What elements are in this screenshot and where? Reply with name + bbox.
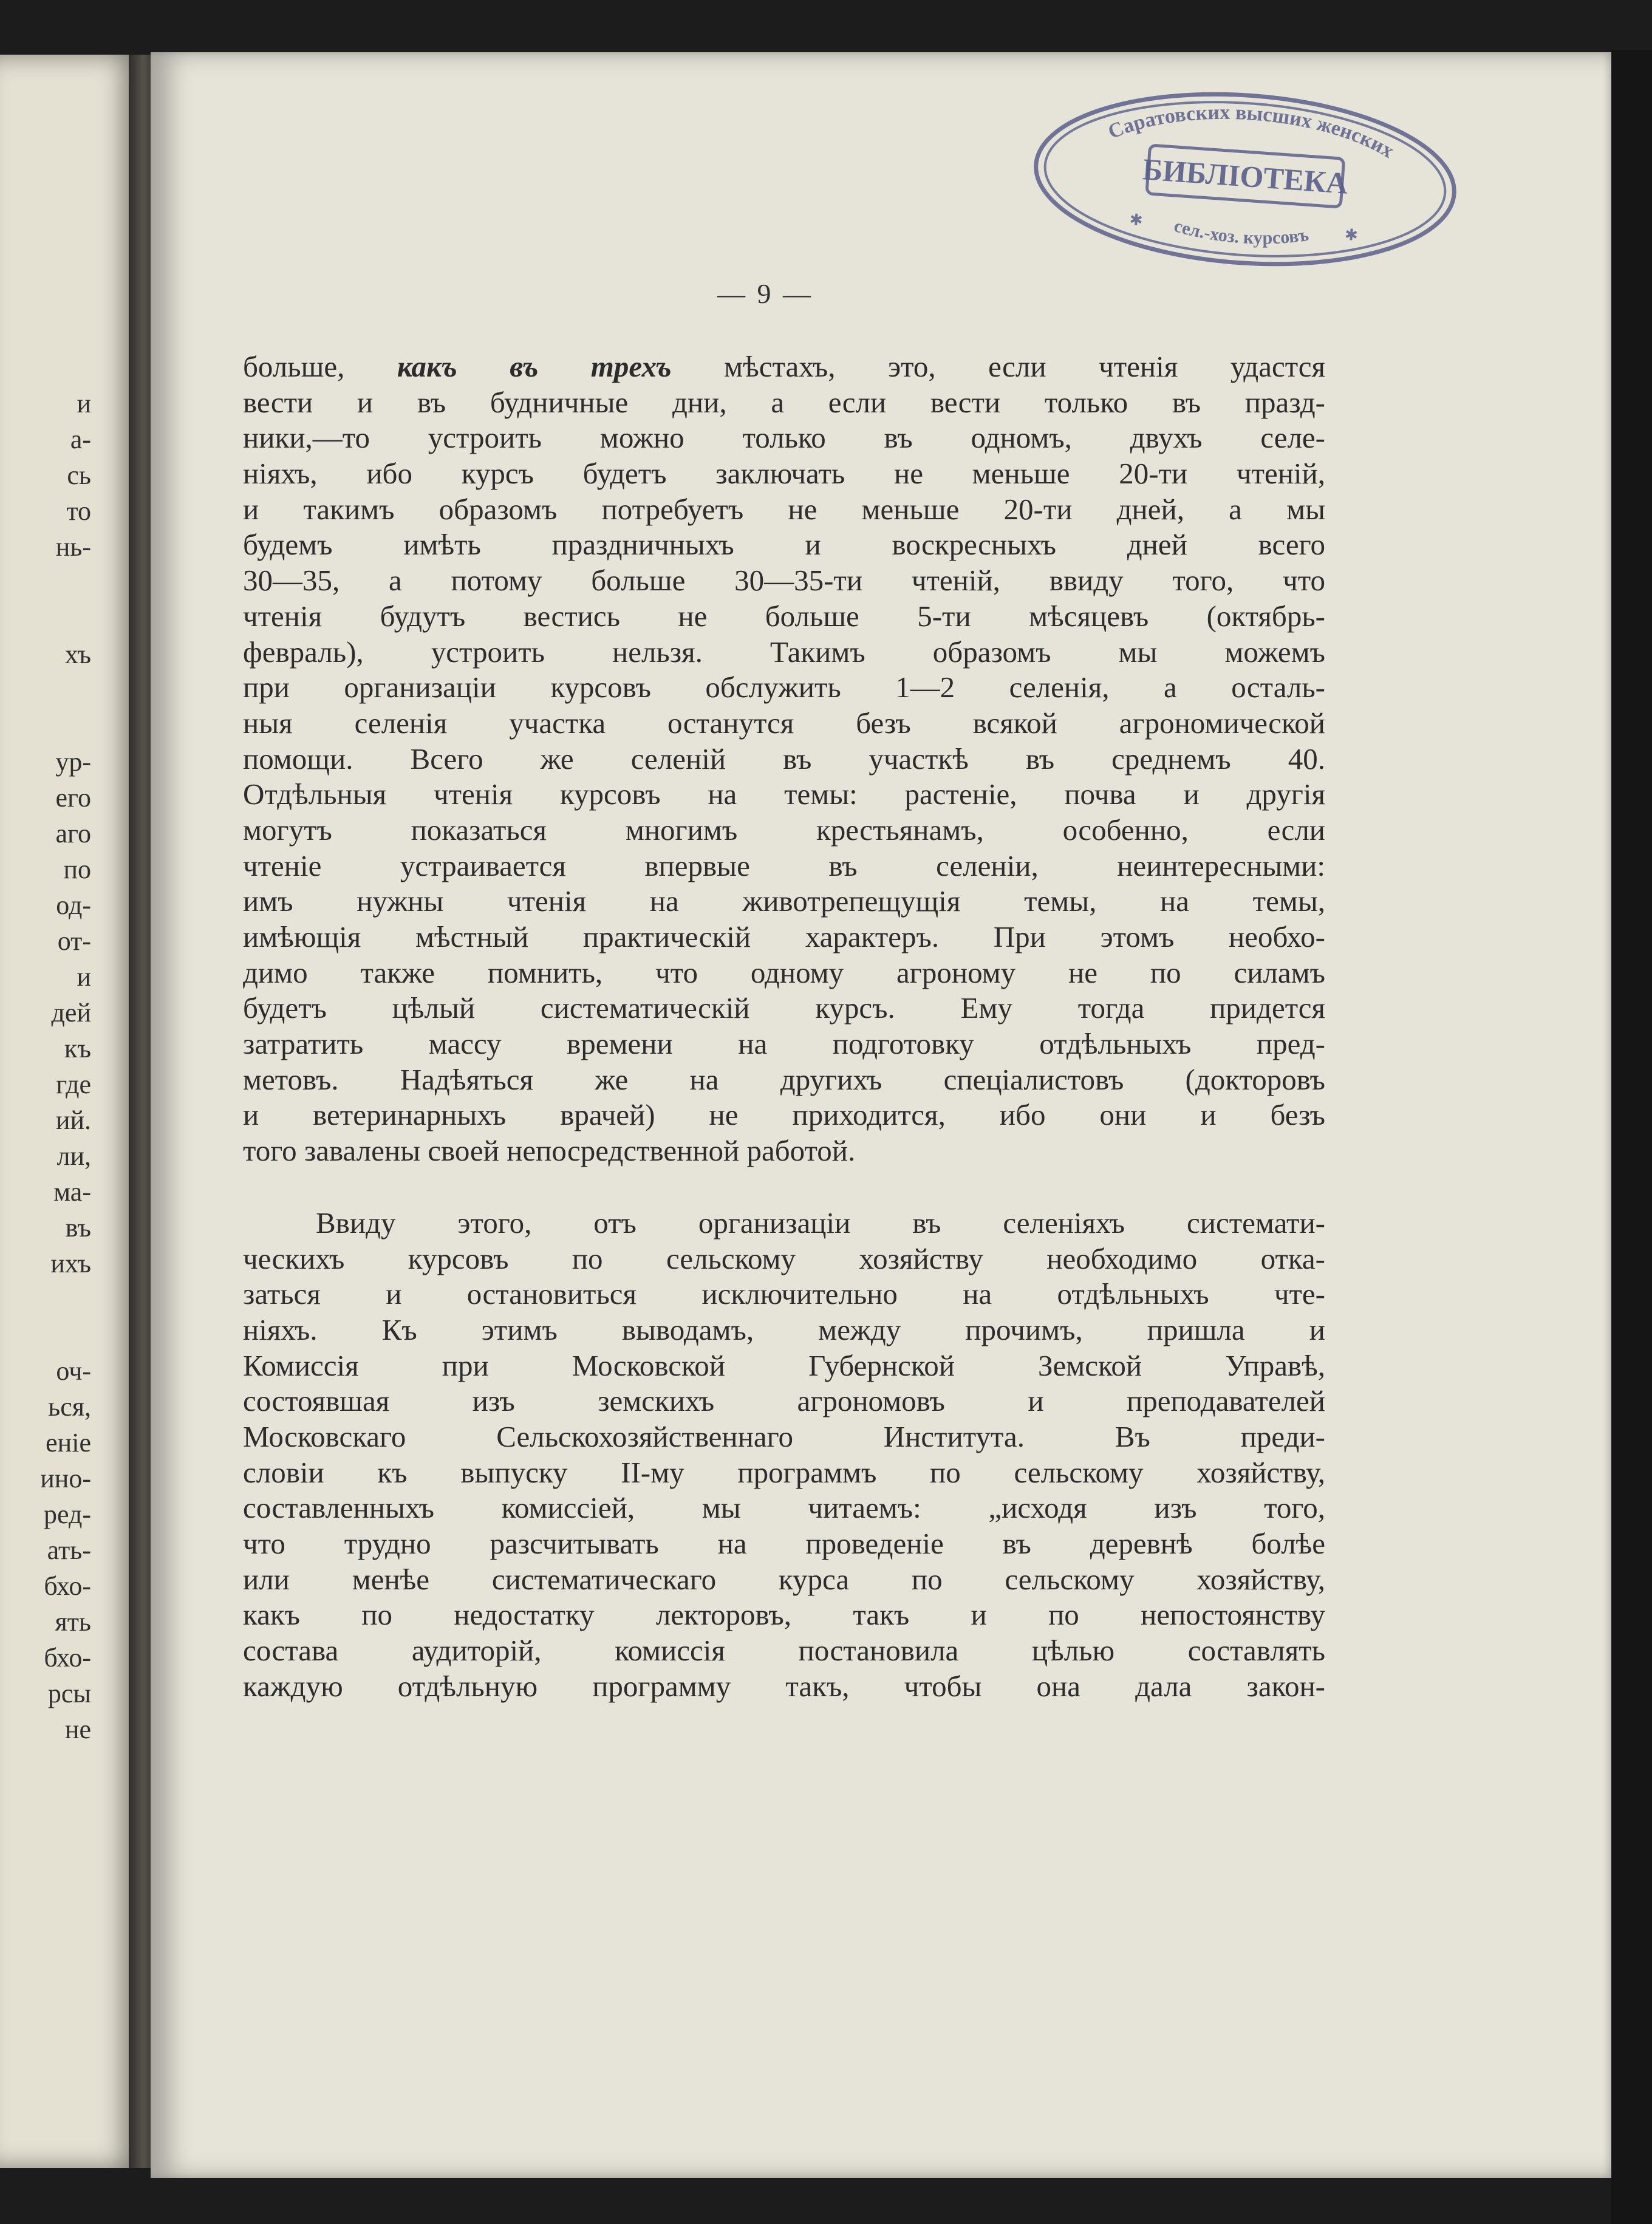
library-stamp: [1017, 73, 1472, 285]
text-line: и такимъ образомъ потребуетъ не меньше 20-ти дней, а мы: [243, 492, 1325, 526]
left-fragment-line: къ: [64, 1034, 91, 1063]
text-line: чтеніе устраивается впервые въ селеніи, неинтересными:: [243, 848, 1325, 882]
text-line: вести и въ будничные дни, а если вести только въ празд-: [243, 385, 1325, 419]
left-fragment-line: [0, 565, 91, 601]
text-span: мѣстахъ, это, если чтенія удастся: [671, 350, 1325, 383]
left-fragment-line: где: [56, 1069, 91, 1099]
text-line: метовъ. Надѣяться же на другихъ спеціалистовъ (докторовъ: [243, 1062, 1325, 1096]
left-fragment-line: сь: [67, 460, 91, 490]
left-fragment-line: ли,: [56, 1141, 91, 1171]
left-fragment-line: ред-: [44, 1499, 91, 1529]
page-edge-shadow: [1611, 50, 1652, 2224]
left-fragment-line: [0, 1281, 91, 1317]
left-page-text-fragments: [0, 386, 91, 1747]
text-line: ніяхъ. Къ этимъ выводамъ, между прочимъ, пришла и: [243, 1312, 1325, 1346]
text-line: состава аудиторій, комиссія постановила цѣлью составлять: [243, 1634, 1325, 1668]
left-fragment-line: рсы: [47, 1679, 91, 1708]
text-line: заться и остановиться исключительно на отдѣльныхъ чте-: [243, 1277, 1325, 1311]
text-line: составленныхъ комиссіей, мы читаемъ: „исходя изъ того,: [243, 1491, 1325, 1525]
emphasized-text: какъ въ трехъ: [397, 350, 672, 383]
svg-text:сел.-хоз. курсовъ: [1171, 215, 1311, 252]
left-fragment-line: и: [77, 962, 91, 992]
left-fragment-line: не: [64, 1714, 91, 1744]
left-fragment-line: оч-: [56, 1356, 91, 1386]
text-line: будемъ имѣть праздничныхъ и воскресныхъ дней всего: [243, 528, 1325, 562]
text-line: того завалены своей непосредственной работой.: [243, 1134, 856, 1168]
text-line: 30—35, а потому больше 30—35-ти чтеній, ввиду того, что: [243, 564, 1325, 598]
text-line: димо также помнить, что одному агроному не по силамъ: [243, 955, 1325, 989]
left-fragment-line: бхо-: [44, 1643, 91, 1673]
stamp-star-icon: ✱: [1343, 225, 1359, 245]
left-fragment-line: нь-: [55, 532, 91, 562]
text-line: или менѣе систематическаго курса по сельскому хозяйству,: [243, 1562, 1325, 1596]
left-fragment-line: еніе: [46, 1428, 91, 1458]
left-fragment-line: ий.: [55, 1105, 91, 1135]
text-line: имъ нужны чтенія на животрепещущія темы, на темы,: [243, 884, 1325, 918]
left-fragment-line: по: [63, 854, 91, 884]
left-fragment-line: дей: [51, 998, 91, 1028]
text-line: Ввиду этого, отъ организаціи въ селеніяхъ системати-: [316, 1206, 1325, 1240]
stamp-center-text: БИБЛІОТЕКА: [1141, 152, 1350, 200]
text-line: чтенія будутъ вестись не больше 5-ти мѣсяцевъ (октябрь-: [243, 599, 1325, 633]
paragraph-gap: [243, 1169, 1325, 1206]
text-line: ныя селенія участка останутся безъ всякой агрономической: [243, 706, 1325, 740]
text-line: помощи. Всего же селеній въ участкѣ въ среднемъ 40.: [243, 742, 1325, 776]
text-line: февраль), устроить нельзя. Такимъ образомъ мы можемъ: [243, 635, 1325, 669]
left-fragment-line: [0, 708, 91, 744]
left-fragment-line: ять: [55, 1607, 91, 1637]
text-line: ники,—то устроить можно только въ одномъ, двухъ селе-: [243, 421, 1325, 455]
body-text: [243, 349, 1325, 1704]
text-line: Отдѣльныя чтенія курсовъ на темы: растеніе, почва и другія: [243, 777, 1325, 811]
left-fragment-line: [0, 1317, 91, 1353]
text-span: больше,: [243, 350, 397, 383]
text-line: затратить массу времени на подготовку отдѣльныхъ пред-: [243, 1027, 1325, 1061]
left-fragment-line: [0, 672, 91, 708]
left-fragment-line: ихъ: [50, 1249, 91, 1278]
left-fragment-line: ать-: [47, 1535, 91, 1565]
text-line: словіи къ выпуску II-му программъ по сельскому хозяйству,: [243, 1455, 1325, 1489]
left-fragment-line: од-: [56, 890, 91, 920]
facing-left-page: [0, 55, 141, 2168]
left-fragment-line: [0, 601, 91, 636]
text-line: будетъ цѣлый систематическій курсъ. Ему тогда придется: [243, 991, 1325, 1025]
left-fragment-line: его: [55, 783, 91, 813]
left-fragment-line: ур-: [55, 747, 91, 777]
left-fragment-line: от-: [57, 926, 91, 956]
text-line: ніяхъ, ибо курсъ будетъ заключать не меньше 20-ти чтеній,: [243, 457, 1325, 491]
text-line: ческихъ курсовъ по сельскому хозяйству необходимо отка-: [243, 1241, 1325, 1275]
text-line: и ветеринарныхъ врачей) не приходится, ибо они и безъ: [243, 1098, 1325, 1132]
stamp-top-text: Саратовских высших женских: [1105, 101, 1398, 163]
stamp-star-icon: ✱: [1128, 210, 1144, 230]
text-line: Московскаго Сельскохозяйственнаго Института. Въ преди-: [243, 1419, 1325, 1453]
left-fragment-line: аго: [55, 819, 91, 848]
left-fragment-line: бхо-: [44, 1571, 91, 1601]
left-fragment-line: хъ: [64, 640, 91, 669]
text-line: каждую отдѣльную программу такъ, чтобы она дала закон-: [243, 1669, 1325, 1703]
text-line: [243, 349, 1325, 385]
stamp-bottom-text: сел.-хоз. курсовъ: [1172, 215, 1310, 248]
left-fragment-line: и: [77, 389, 91, 418]
left-fragment-line: ься,: [48, 1392, 91, 1422]
text-line: при организаціи курсовъ обслужить 1—2 селенія, а осталь-: [243, 670, 1325, 704]
left-fragment-line: то: [66, 496, 91, 526]
text-line: Комиссія при Московской Губернской Земской Управѣ,: [243, 1348, 1325, 1382]
left-fragment-line: а-: [70, 425, 91, 454]
text-line: что трудно разсчитывать на проведеніе въ деревнѣ болѣе: [243, 1527, 1325, 1560]
page-number: — 9 —: [717, 278, 813, 309]
text-line: состоявшая изъ земскихъ агрономовъ и преподавателей: [243, 1384, 1325, 1418]
left-fragment-line: ино-: [40, 1464, 91, 1493]
text-line: могутъ показаться многимъ крестьянамъ, особенно, если: [243, 813, 1325, 847]
text-line: какъ по недостатку лекторовъ, такъ и по непостоянству: [243, 1598, 1325, 1632]
left-fragment-line: ма-: [53, 1177, 91, 1207]
left-fragment-line: въ: [65, 1213, 91, 1243]
text-line: имѣющія мѣстный практическій характеръ. При этомъ необхо-: [243, 920, 1325, 953]
